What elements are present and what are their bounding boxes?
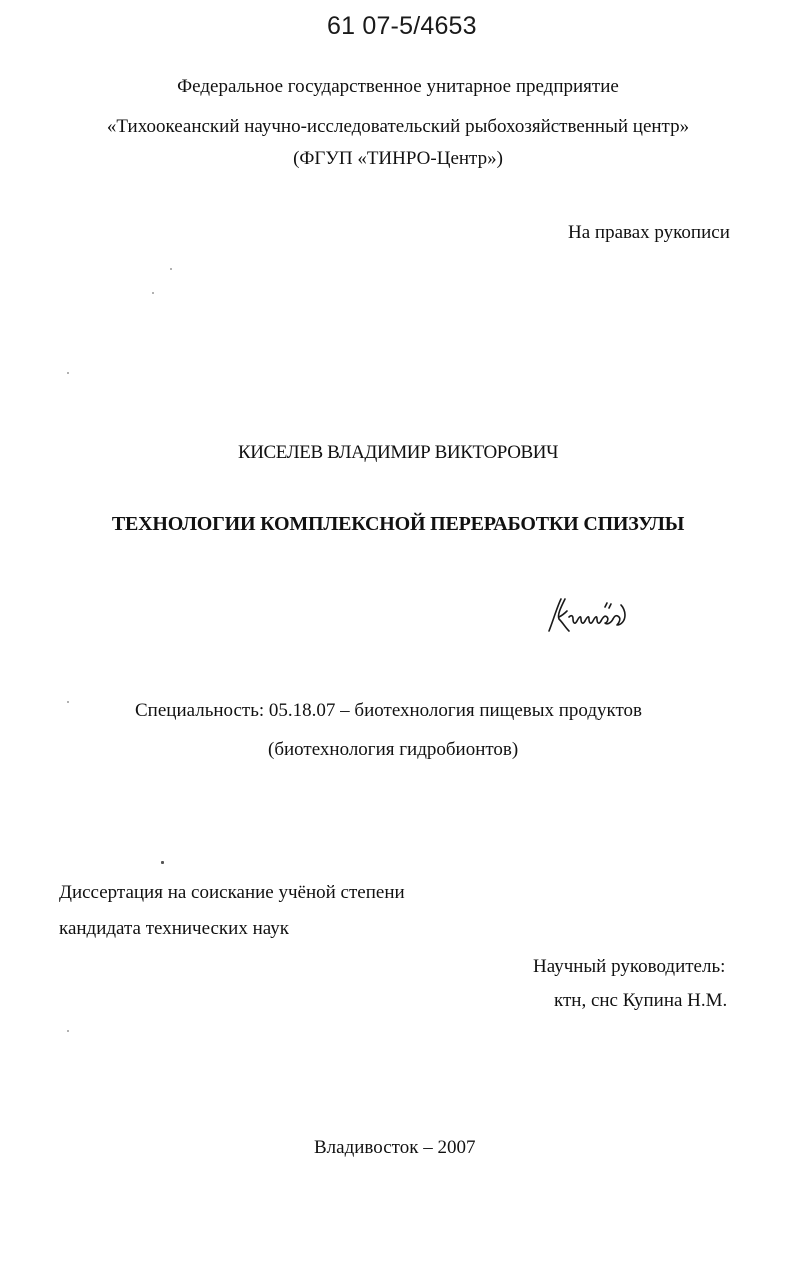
organization-line-2: «Тихоокеанский научно-исследовательский рыбохозяйственный центр» [106,116,690,137]
rights-note: На правах рукописи [568,222,730,243]
dissertation-line-2: кандидата технических наук [59,918,289,939]
archive-stamp: 61 07-5/4653 [327,12,477,40]
specialty-line-2: (биотехнология гидробионтов) [268,739,519,760]
supervisor-name: ктн, снс Купина Н.М. [554,990,728,1011]
dissertation-title: ТЕХНОЛОГИИ КОМПЛЕКСНОЙ ПЕРЕРАБОТКИ СПИЗУЛЫ [111,513,685,535]
scan-speck [67,701,69,703]
scan-speck [67,372,69,374]
organization-line-3: (ФГУП «ТИНРО-Центр») [293,148,503,169]
scan-speck [67,1030,69,1032]
scan-speck [152,292,154,294]
scan-speck [170,268,172,270]
place-and-year: Владивосток – 2007 [314,1137,476,1158]
supervisor-label: Научный руководитель: [533,956,726,977]
specialty-line-1: Специальность: 05.18.07 – биотехнология пищевых продуктов [135,700,643,721]
signature-icon [535,585,655,640]
author-name: КИСЕЛЕВ ВЛАДИМИР ВИКТОРОВИЧ [237,442,559,463]
scan-speck [161,861,164,864]
dissertation-line-1: Диссертация на соискание учёной степени [59,882,405,903]
organization-line-1: Федеральное государственное унитарное предприятие [177,76,619,97]
